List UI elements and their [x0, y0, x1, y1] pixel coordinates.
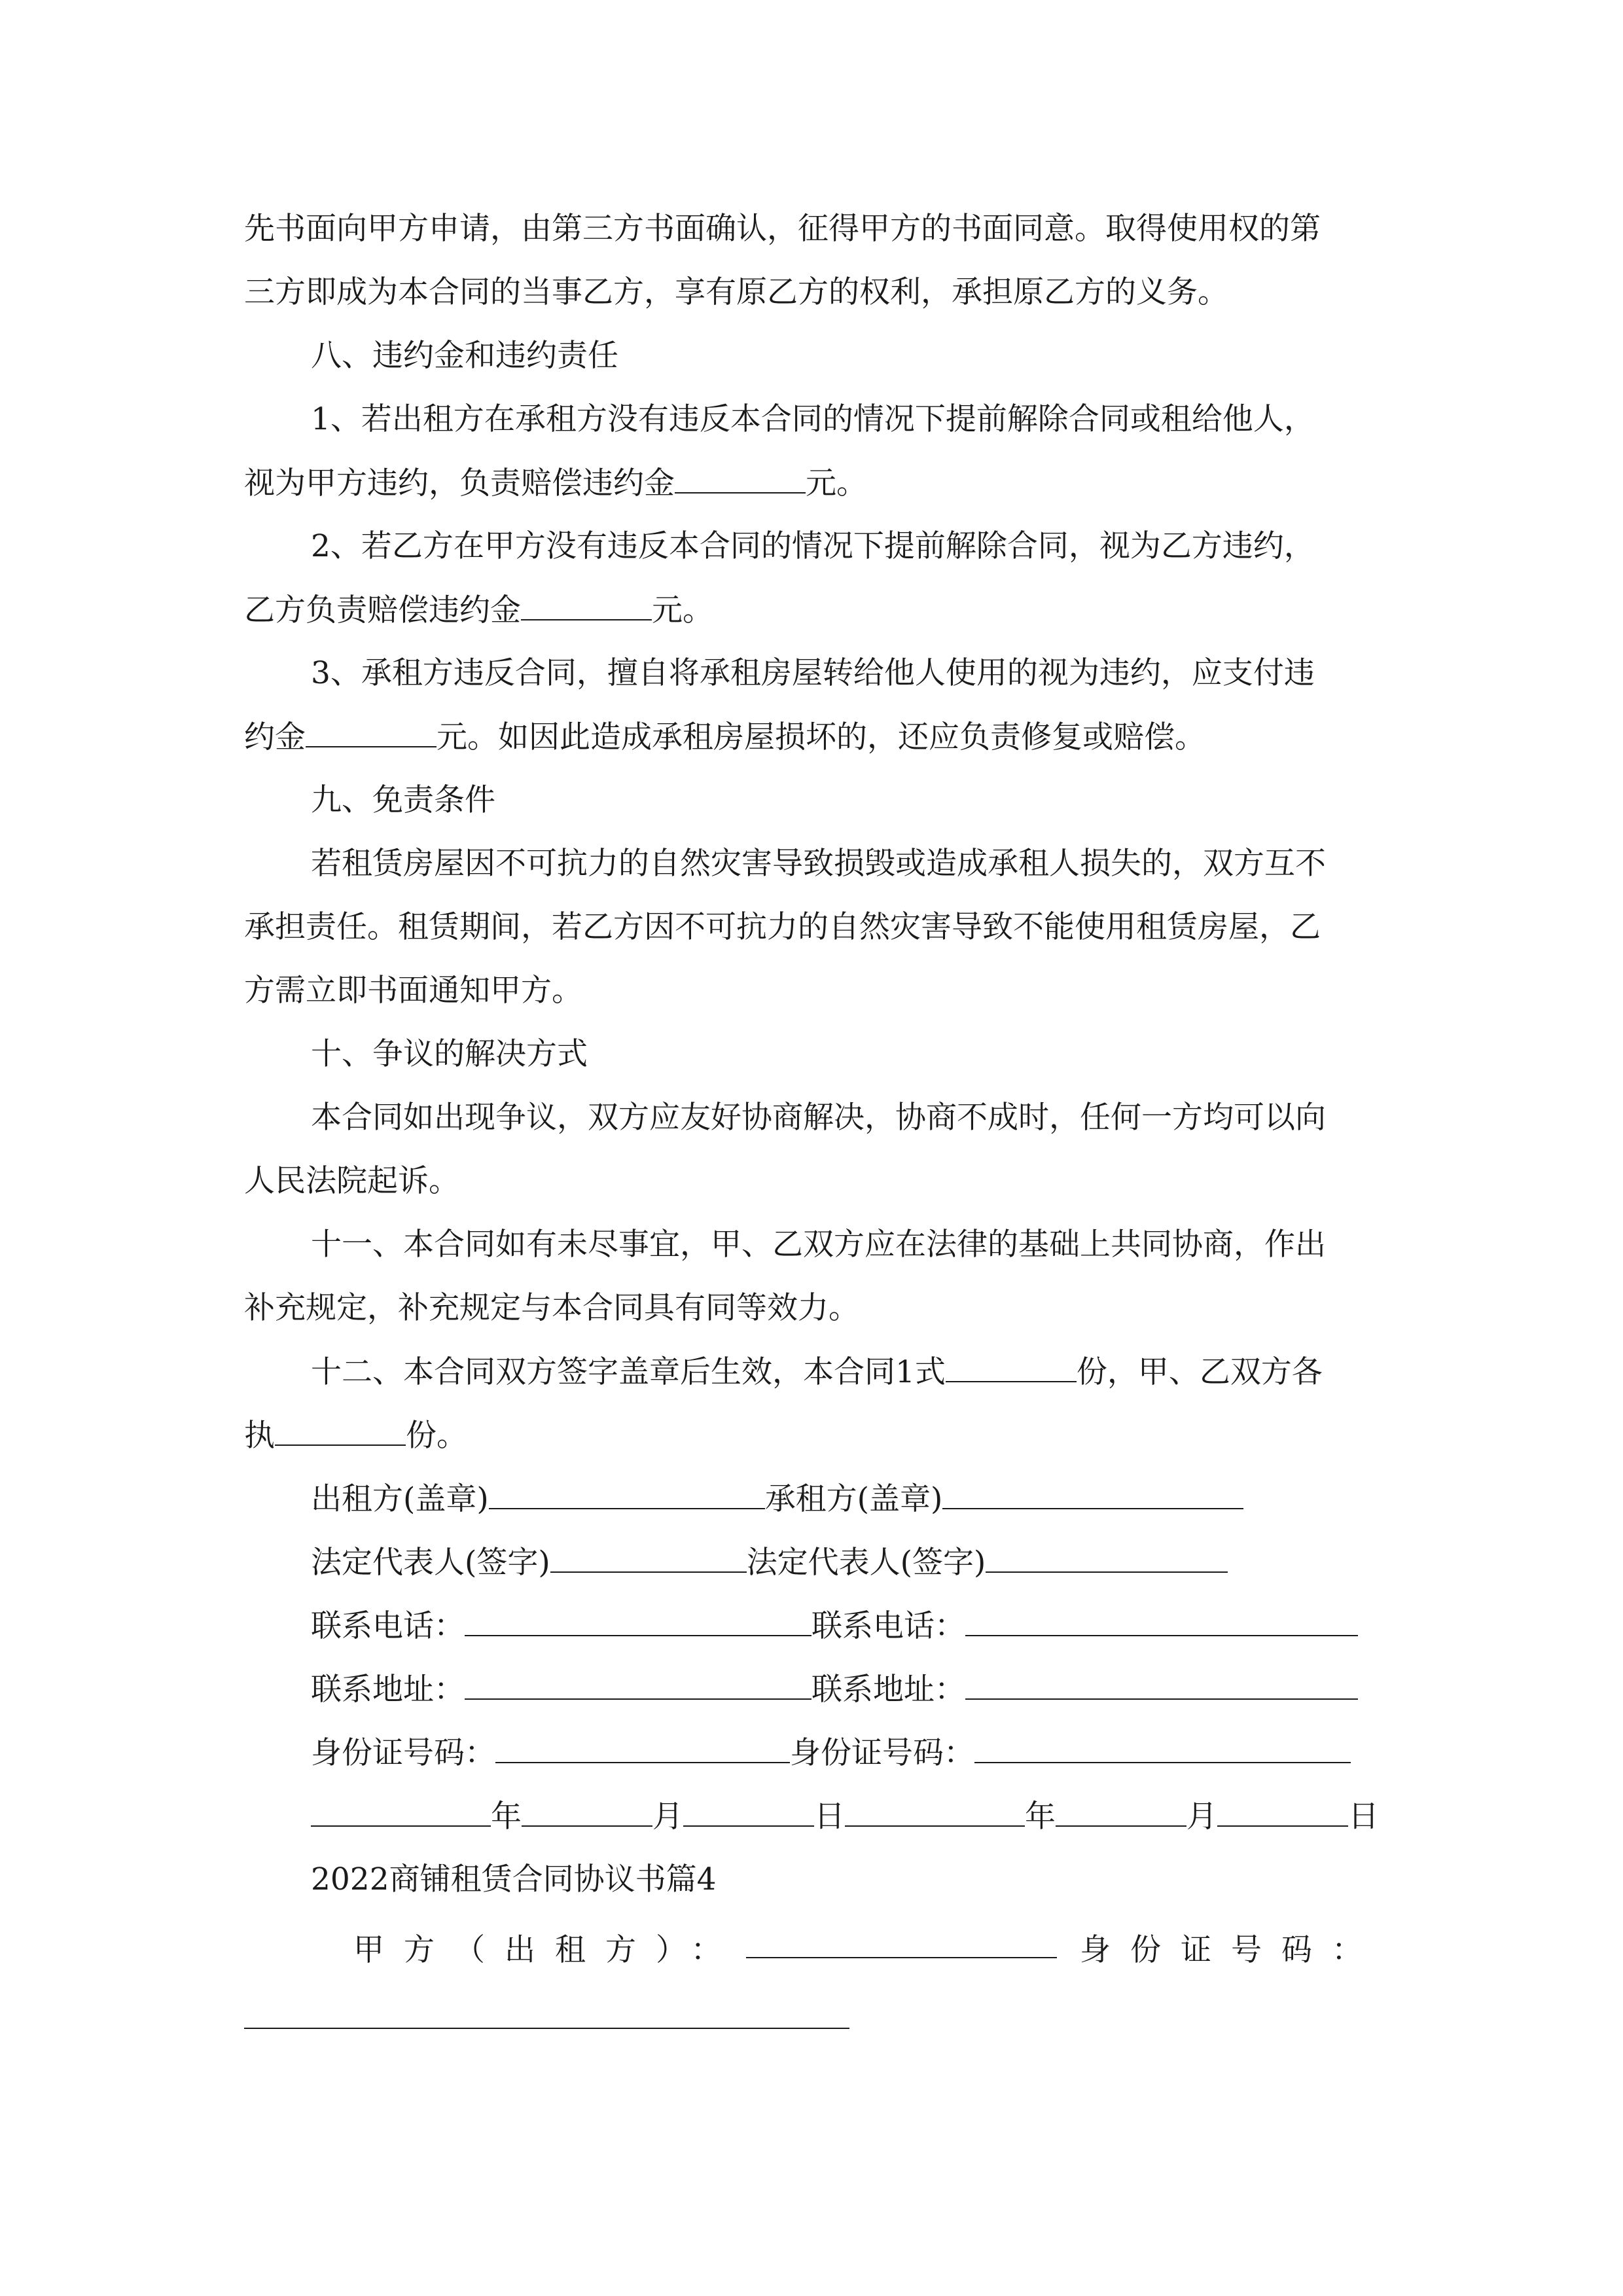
blank-field [521, 590, 652, 620]
blank-field [489, 1479, 765, 1509]
blank-field [965, 1606, 1358, 1636]
text: 元。 [806, 465, 867, 501]
text: 执 [244, 1418, 275, 1454]
day-label: 日 [1348, 1799, 1379, 1835]
lessor-rep-label: 法定代表人(签字) [311, 1545, 550, 1581]
paragraph-line: 承担责任。租赁期间，若乙方因不可抗力的自然灾害导致不能使用租赁房屋，乙 [244, 909, 1321, 945]
text: 约金 [244, 719, 306, 755]
paragraph-line: 十一、本合同如有未尽事宜，甲、乙双方应在法律的基础上共同协商，作出 [311, 1227, 1326, 1263]
blank-field [1217, 1797, 1348, 1827]
blank-field [1056, 1797, 1186, 1827]
blank-field [311, 1797, 491, 1827]
lessee-rep-label: 法定代表人(签字) [746, 1545, 986, 1581]
lessor-seal-label: 出租方(盖章) [311, 1481, 489, 1517]
paragraph-line: 2、若乙方在甲方没有违反本合同的情况下提前解除合同，视为乙方违约， [311, 528, 1315, 564]
blank-field [465, 1606, 812, 1636]
signature-line-phone [311, 1606, 1358, 1646]
lessor-id-label: 身份证号码： [311, 1735, 495, 1771]
section-heading-8: 八、违约金和违约责任 [311, 338, 618, 374]
text: 乙方负责赔偿违约金 [244, 592, 521, 628]
signature-line-seal [311, 1479, 1243, 1519]
paragraph-line [244, 463, 867, 503]
blank-field [306, 717, 437, 747]
blank-field [275, 1416, 406, 1446]
signature-line-id [311, 1733, 1351, 1773]
blank-field [746, 1957, 1057, 1958]
year-label: 年 [1025, 1799, 1056, 1835]
text: 十二、本合同双方签字盖章后生效，本合同1式 [311, 1354, 946, 1390]
year-label: 年 [491, 1799, 522, 1835]
blank-field [974, 1733, 1351, 1763]
section-heading-10: 十、争议的解决方式 [311, 1036, 588, 1072]
blank-field [946, 1352, 1077, 1382]
blank-field [244, 2028, 849, 2029]
blank-field [675, 463, 806, 493]
paragraph-line: 1、若出租方在承租方没有违反本合同的情况下提前解除合同或租给他人， [311, 401, 1315, 437]
paragraph-line: 三方即成为本合同的当事乙方，享有原乙方的权利，承担原乙方的义务。 [244, 274, 1228, 310]
blank-field [522, 1797, 652, 1827]
paragraph-line [244, 590, 713, 630]
blank-field [550, 1543, 747, 1573]
paragraph-line: 方需立即书面通知甲方。 [244, 973, 582, 1009]
lessor-address-label: 联系地址： [311, 1672, 465, 1708]
lessee-phone-label: 联系电话： [812, 1608, 965, 1644]
lessee-address-label: 联系地址： [812, 1672, 965, 1708]
blank-field [845, 1797, 1025, 1827]
paragraph-line [311, 1352, 1323, 1392]
text: 份。 [406, 1418, 467, 1454]
blank-field [495, 1733, 790, 1763]
blank-field [965, 1670, 1358, 1700]
day-label: 日 [814, 1799, 845, 1835]
blank-field [986, 1543, 1228, 1573]
paragraph-line: 先书面向甲方申请，由第三方书面确认，征得甲方的书面同意。取得使用权的第 [244, 211, 1321, 247]
lessee-id-label: 身份证号码： [790, 1735, 974, 1771]
paragraph-line: 3、承租方违反合同，擅自将承租房屋转给他人使用的视为违约，应支付违 [311, 655, 1315, 691]
lessee-seal-label: 承租方(盖章) [764, 1481, 943, 1517]
signature-line-address [311, 1670, 1358, 1710]
text: 元。 [652, 592, 713, 628]
section-title: 2022商铺租赁合同协议书篇4 [311, 1861, 717, 1897]
signature-line-rep [311, 1543, 1228, 1583]
signature-line-date [311, 1797, 1379, 1837]
text: 视为甲方违约，负责赔偿违约金 [244, 465, 675, 501]
month-label: 月 [1186, 1799, 1217, 1835]
text: 元。如因此造成承租房屋损坏的，还应负责修复或赔偿。 [437, 719, 1205, 755]
party-a-id-label: 身份证号码： [1080, 1932, 1382, 1968]
party-a-label: 甲方（出租方）： [353, 1932, 741, 1968]
paragraph-line: 本合同如出现争议，双方应友好协商解决，协商不成时，任何一方均可以向 [311, 1100, 1326, 1136]
paragraph-line: 若租赁房屋因不可抗力的自然灾害导致损毁或造成承租人损失的，双方互不 [311, 846, 1326, 882]
section-heading-9: 九、免责条件 [311, 782, 495, 818]
month-label: 月 [652, 1799, 683, 1835]
blank-field [465, 1670, 812, 1700]
paragraph-line [244, 717, 1205, 757]
blank-field [942, 1479, 1243, 1509]
paragraph-line [244, 1416, 467, 1456]
paragraph-line: 人民法院起诉。 [244, 1163, 459, 1199]
text: 份，甲、乙双方各 [1076, 1354, 1323, 1390]
paragraph-line: 补充规定，补充规定与本合同具有同等效力。 [244, 1290, 859, 1326]
lessor-phone-label: 联系电话： [311, 1608, 465, 1644]
party-a-line [353, 1931, 741, 1970]
blank-field [683, 1797, 814, 1827]
